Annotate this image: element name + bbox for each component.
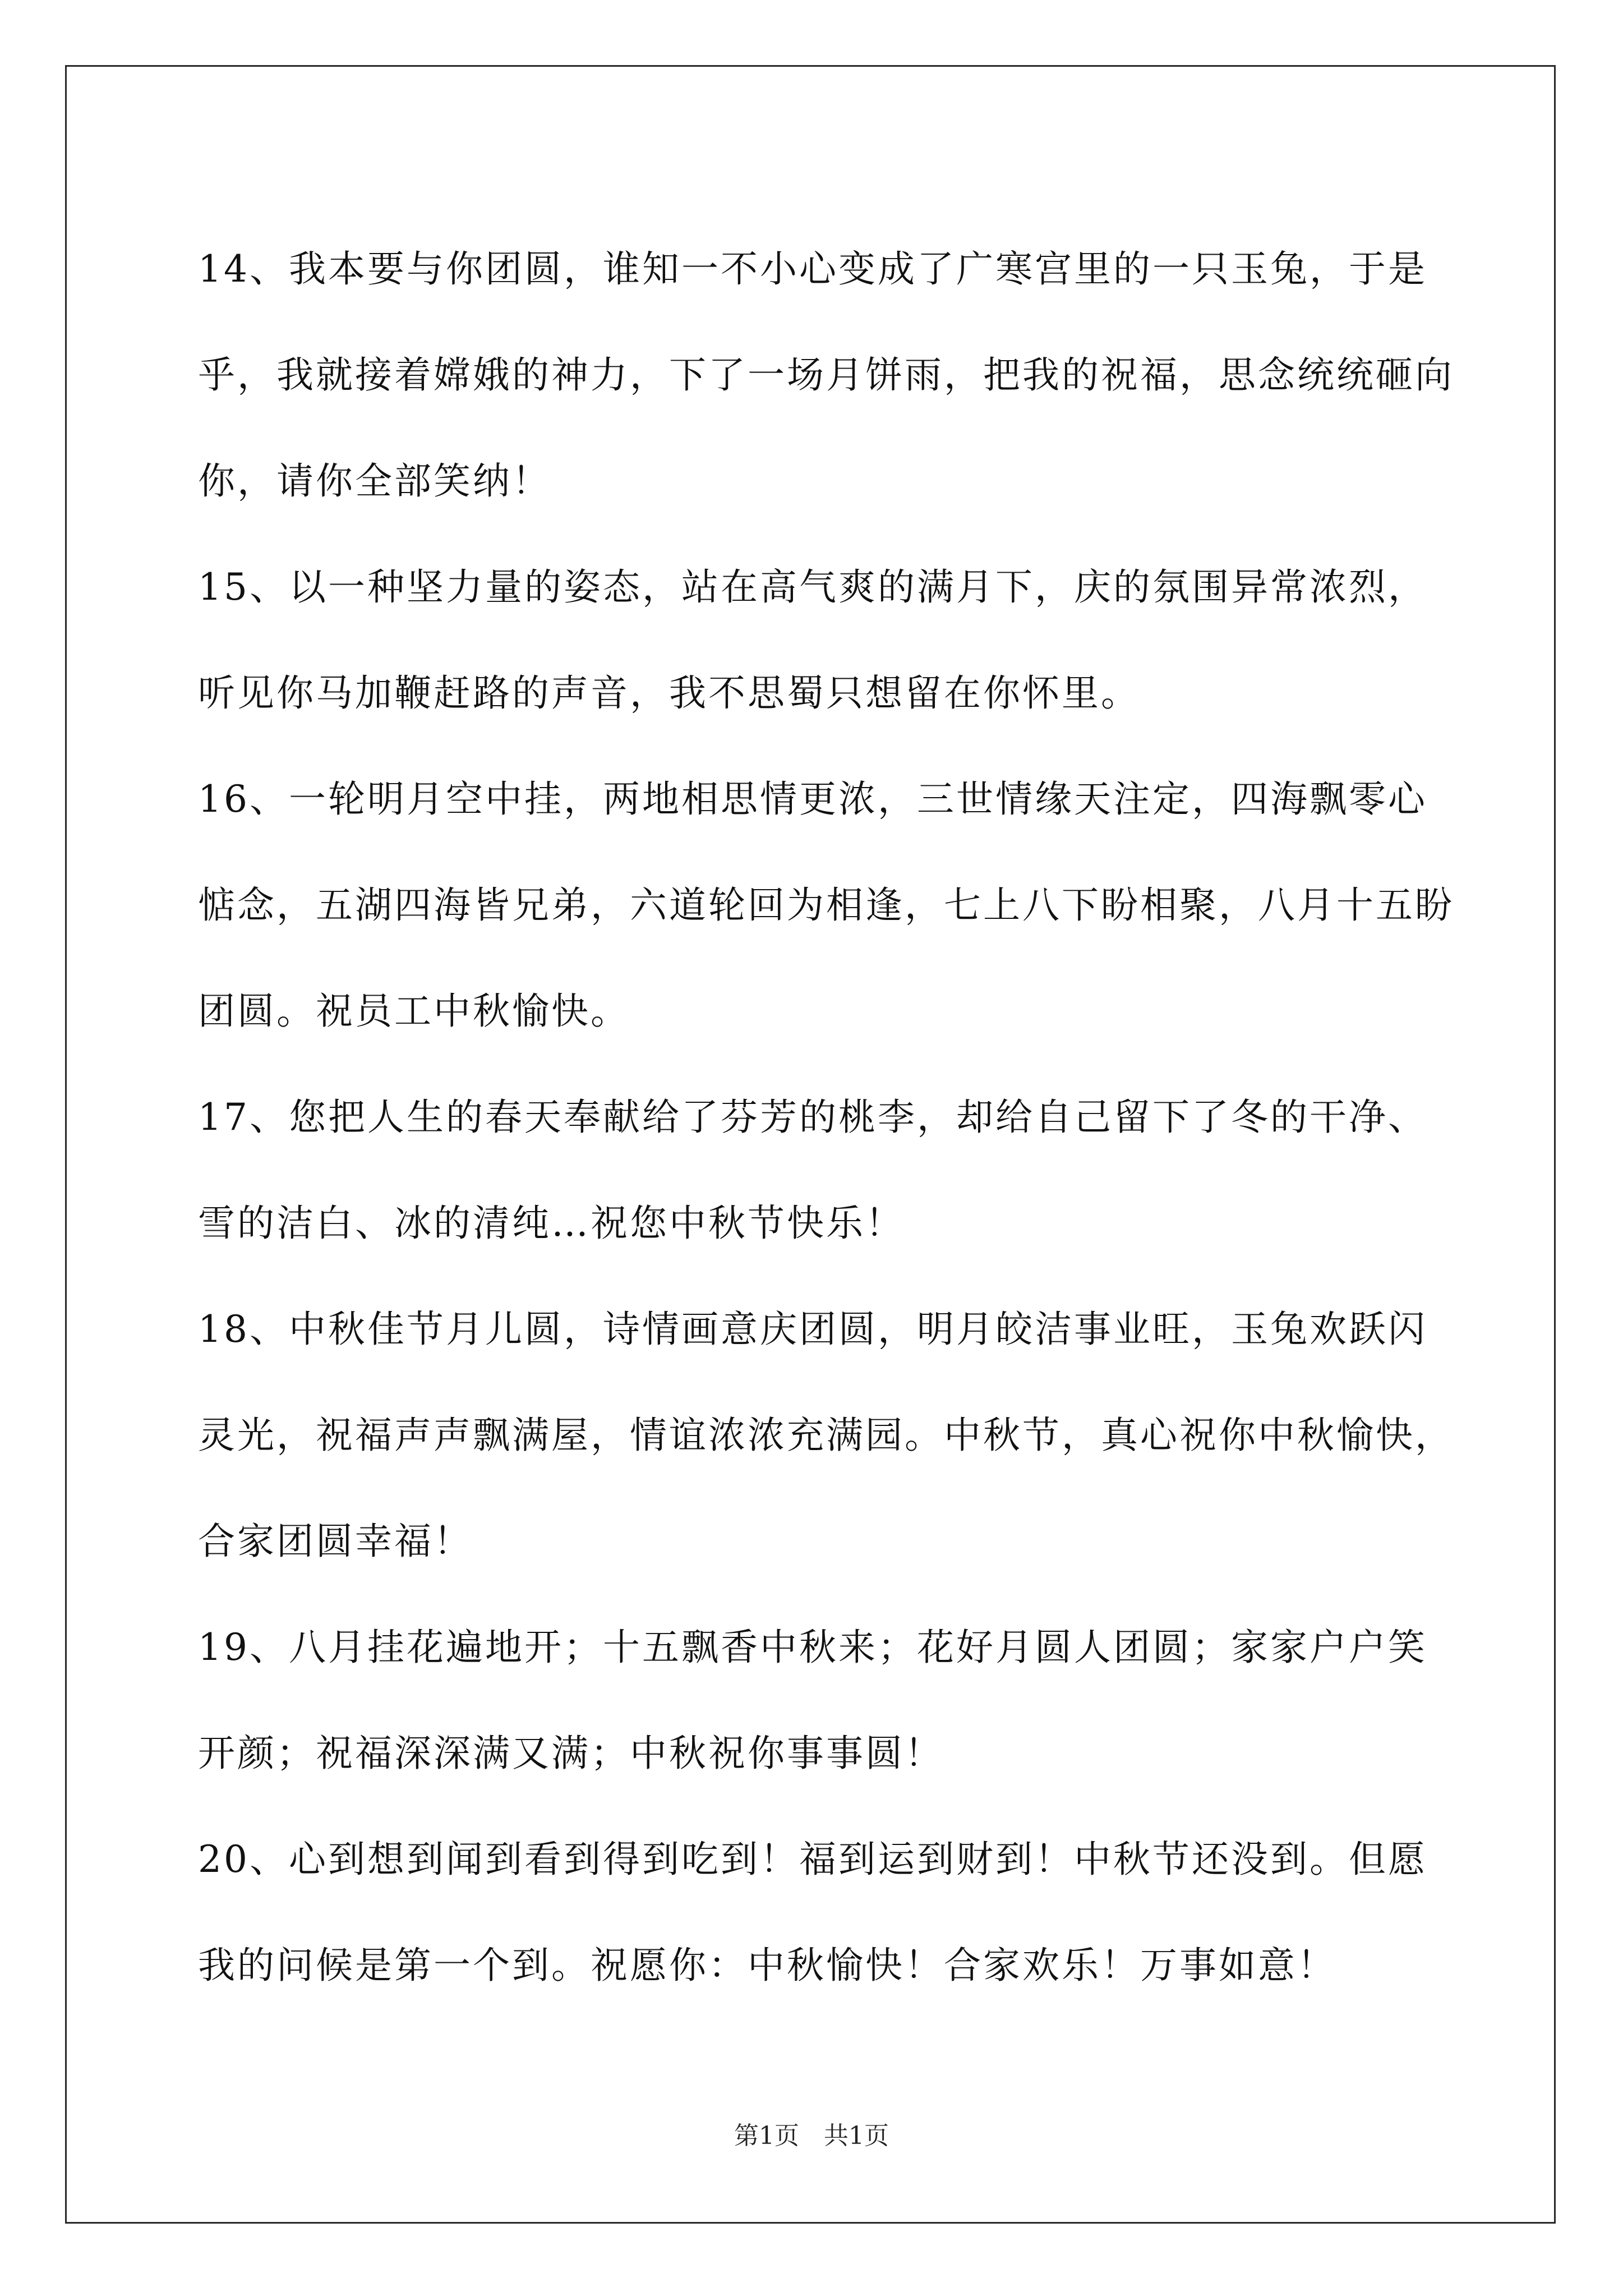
entry-number: 14 [198,247,250,291]
greeting-entry-19 [198,1594,1460,1806]
entry-text: 、一轮明月空中挂，两地相思情更浓，三世情缘天注定，四海飘零心惦念，五湖四海皆兄弟，六道轮回为相逢，七上八下盼相聚，八月十五盼团圆。祝员工中秋愉快。 [198,777,1454,1033]
entry-number: 15 [198,565,250,609]
entry-text: 、我本要与你团圆，谁知一不小心变成了广寒宫里的一只玉兔，于是乎，我就接着嫦娥的神力，下了一场月饼雨，把我的祝福，思念统统砸向你，请你全部笑纳！ [198,247,1454,503]
entry-number: 18 [198,1308,250,1351]
page-footer [0,2119,1623,2153]
greeting-entry-15 [198,534,1460,746]
greeting-entry-20 [198,1806,1460,2018]
entry-number: 19 [198,1626,250,1669]
entry-text: 、八月挂花遍地开；十五飘香中秋来；花好月圆人团圆；家家户户笑开颜；祝福深深满又满；中秋祝你事事圆！ [198,1626,1427,1775]
page-number-current: 第1页 [734,2122,799,2150]
greeting-entry-18 [198,1276,1460,1594]
entry-text: 、中秋佳节月儿圆，诗情画意庆团圆，明月皎洁事业旺，玉兔欢跃闪灵光，祝福声声飘满屋，情谊浓浓充满园。中秋节，真心祝你中秋愉快，合家团圆幸福！ [198,1308,1454,1563]
entry-text: 、您把人生的春天奉献给了芬芳的桃李，却给自己留下了冬的干净、雪的洁白、冰的清纯…祝您中秋节快乐！ [198,1096,1427,1245]
page-number-total: 共1页 [824,2122,889,2150]
entry-number: 17 [198,1096,250,1139]
greeting-entry-17 [198,1064,1460,1276]
entry-number: 16 [198,777,250,821]
greeting-entry-16 [198,746,1460,1064]
entry-text: 、心到想到闻到看到得到吃到！福到运到财到！中秋节还没到。但愿我的问候是第一个到。祝愿你：中秋愉快！合家欢乐！万事如意！ [198,1838,1427,1987]
entry-text: 、以一种坚力量的姿态，站在高气爽的满月下，庆的氛围异常浓烈，听见你马加鞭赶路的声音，我不思蜀只想留在你怀里。 [198,565,1427,715]
greeting-entry-14 [198,216,1460,534]
entry-number: 20 [198,1838,250,1881]
document-body [198,216,1460,2018]
